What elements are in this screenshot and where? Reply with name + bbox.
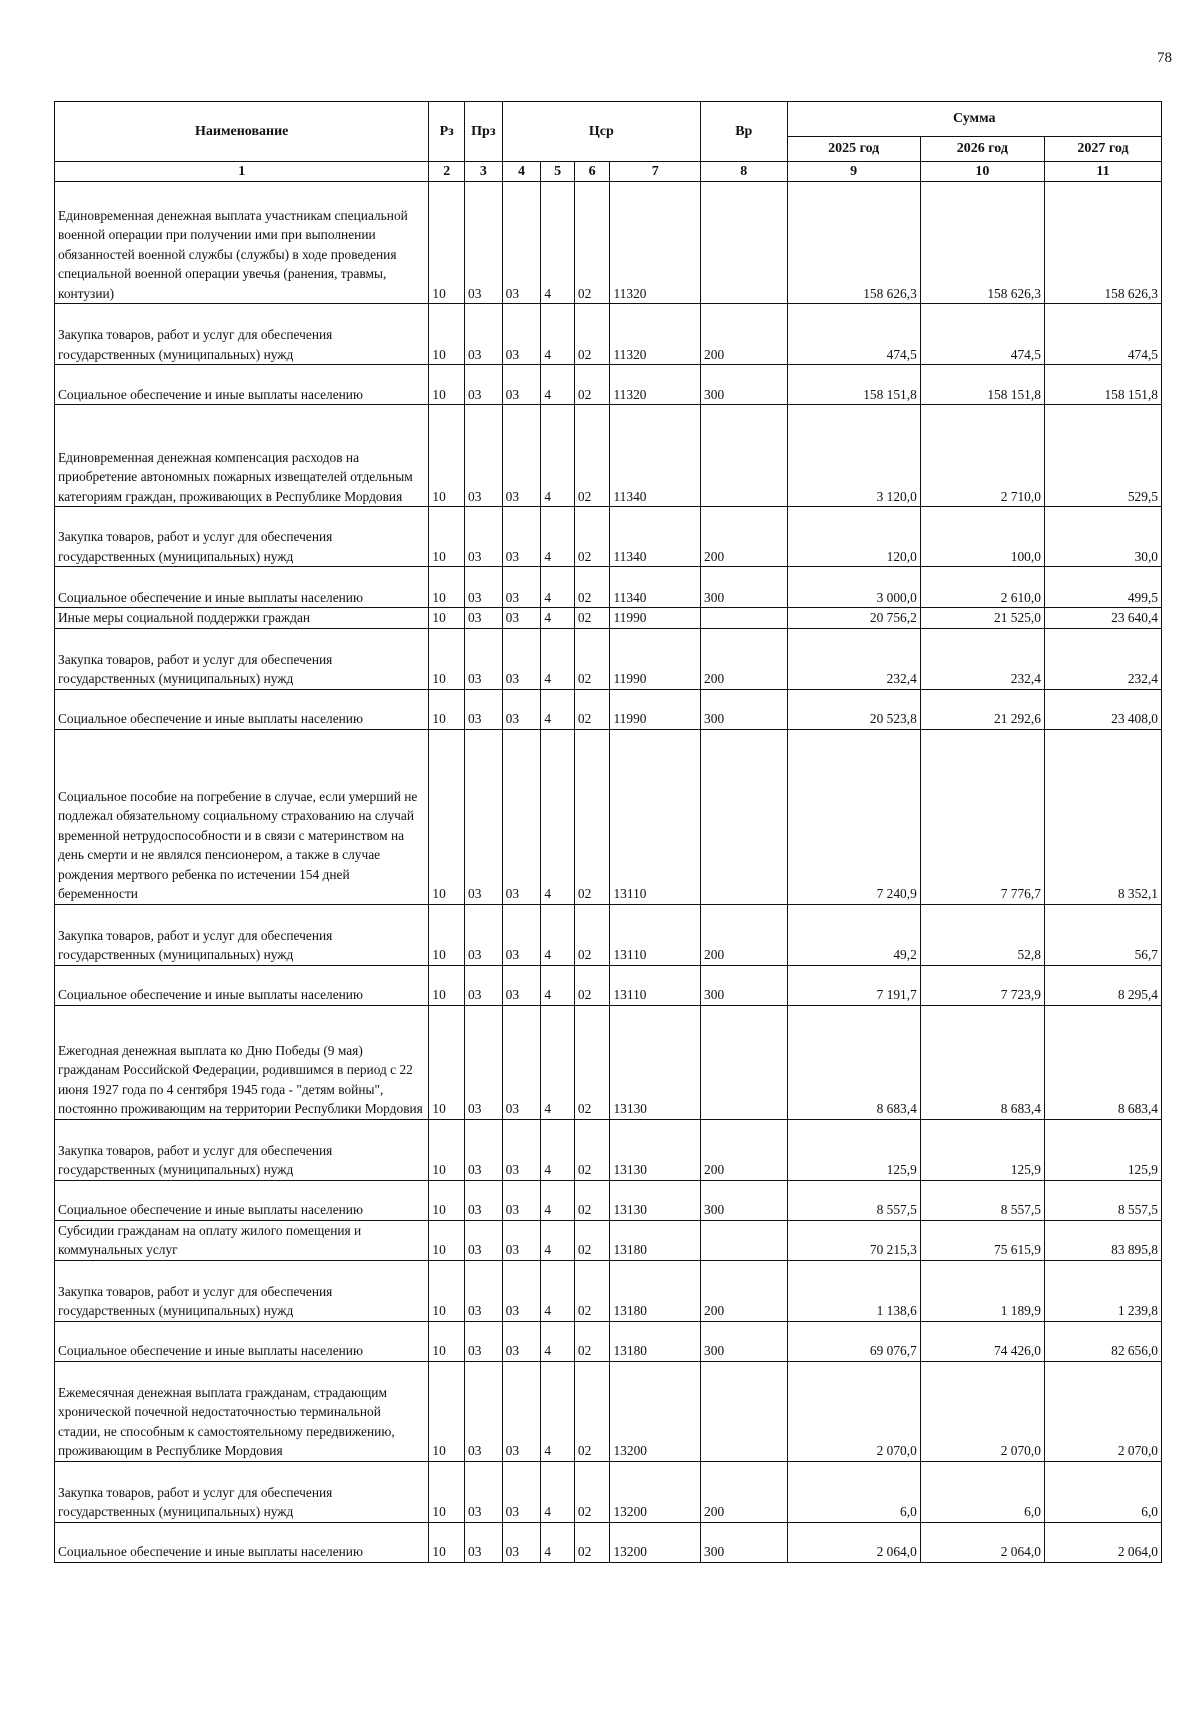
cell-prz: 03 [465,304,503,365]
cell-sum-2026: 7 723,9 [920,965,1044,1005]
table-row [55,1361,1162,1461]
cell-sum-2027: 158 626,3 [1044,182,1161,304]
table-row [55,628,1162,689]
cell-csr-3: 02 [574,1522,610,1562]
cell-prz: 03 [465,729,503,904]
cell-name: Ежемесячная денежная выплата гражданам, страдающим хронической почечной недостаточностью терминальной стадии, не способным к самостоятельному передвижению, проживающим в Республике Мордовия [55,1361,429,1461]
cell-csr-4: 11320 [610,182,701,304]
cell-sum-2026: 6,0 [920,1461,1044,1522]
table-row [55,567,1162,608]
cell-csr-4: 13200 [610,1461,701,1522]
table-row [55,1461,1162,1522]
header-name: Наименование [55,102,429,162]
cell-csr-2: 4 [541,1260,575,1321]
cell-name: Социальное обеспечение и иные выплаты населению [55,1522,429,1562]
table-row [55,1321,1162,1361]
cell-sum-2027: 8 683,4 [1044,1005,1161,1119]
cell-vr: 200 [701,904,787,965]
cell-csr-3: 02 [574,1260,610,1321]
cell-name: Социальное обеспечение и иные выплаты населению [55,689,429,729]
cell-prz: 03 [465,567,503,608]
cell-sum-2027: 30,0 [1044,507,1161,567]
cell-vr: 200 [701,1260,787,1321]
cell-rz: 10 [429,1220,465,1260]
cell-sum-2027: 8 352,1 [1044,729,1161,904]
cell-csr-3: 02 [574,304,610,365]
column-number: 3 [465,162,503,182]
cell-name: Закупка товаров, работ и услуг для обеспечения государственных (муниципальных) нужд [55,904,429,965]
column-number: 11 [1044,162,1161,182]
cell-sum-2026: 75 615,9 [920,1220,1044,1260]
cell-sum-2027: 82 656,0 [1044,1321,1161,1361]
cell-sum-2025: 474,5 [787,304,920,365]
header-prz: Прз [465,102,503,162]
cell-csr-1: 03 [502,1321,541,1361]
column-number: 2 [429,162,465,182]
cell-csr-2: 4 [541,628,575,689]
cell-sum-2026: 21 525,0 [920,608,1044,629]
cell-csr-3: 02 [574,729,610,904]
cell-csr-1: 03 [502,365,541,405]
cell-sum-2025: 20 756,2 [787,608,920,629]
cell-vr: 200 [701,1119,787,1180]
cell-name: Социальное обеспечение и иные выплаты населению [55,965,429,1005]
cell-prz: 03 [465,405,503,507]
cell-sum-2025: 1 138,6 [787,1260,920,1321]
cell-sum-2026: 158 151,8 [920,365,1044,405]
table-row [55,1522,1162,1562]
cell-csr-2: 4 [541,1522,575,1562]
cell-csr-1: 03 [502,628,541,689]
cell-name: Закупка товаров, работ и услуг для обеспечения государственных (муниципальных) нужд [55,304,429,365]
cell-sum-2026: 125,9 [920,1119,1044,1180]
cell-sum-2027: 232,4 [1044,628,1161,689]
cell-sum-2027: 23 640,4 [1044,608,1161,629]
cell-sum-2025: 20 523,8 [787,689,920,729]
table-row [55,689,1162,729]
cell-csr-4: 13110 [610,729,701,904]
cell-vr: 300 [701,365,787,405]
table-row [55,405,1162,507]
cell-prz: 03 [465,1005,503,1119]
cell-sum-2025: 232,4 [787,628,920,689]
cell-sum-2027: 83 895,8 [1044,1220,1161,1260]
cell-sum-2026: 232,4 [920,628,1044,689]
cell-csr-2: 4 [541,365,575,405]
table-row [55,507,1162,567]
cell-rz: 10 [429,1180,465,1220]
cell-sum-2026: 474,5 [920,304,1044,365]
cell-csr-3: 02 [574,1180,610,1220]
table-row [55,1220,1162,1260]
cell-rz: 10 [429,1119,465,1180]
column-number: 8 [701,162,787,182]
cell-csr-3: 02 [574,365,610,405]
cell-sum-2027: 56,7 [1044,904,1161,965]
cell-sum-2027: 499,5 [1044,567,1161,608]
cell-sum-2026: 7 776,7 [920,729,1044,904]
cell-csr-3: 02 [574,1361,610,1461]
cell-sum-2027: 125,9 [1044,1119,1161,1180]
cell-csr-2: 4 [541,567,575,608]
cell-csr-1: 03 [502,507,541,567]
cell-sum-2027: 6,0 [1044,1461,1161,1522]
cell-prz: 03 [465,965,503,1005]
cell-csr-2: 4 [541,1220,575,1260]
cell-rz: 10 [429,304,465,365]
cell-csr-1: 03 [502,904,541,965]
cell-prz: 03 [465,608,503,629]
cell-rz: 10 [429,729,465,904]
cell-name: Закупка товаров, работ и услуг для обеспечения государственных (муниципальных) нужд [55,628,429,689]
cell-sum-2025: 3 000,0 [787,567,920,608]
cell-csr-3: 02 [574,1461,610,1522]
column-number: 7 [610,162,701,182]
cell-sum-2026: 158 626,3 [920,182,1044,304]
cell-sum-2027: 1 239,8 [1044,1260,1161,1321]
cell-vr: 300 [701,567,787,608]
cell-csr-4: 11320 [610,365,701,405]
table-row [55,608,1162,629]
cell-sum-2027: 8 557,5 [1044,1180,1161,1220]
cell-vr [701,1361,787,1461]
cell-prz: 03 [465,1220,503,1260]
cell-csr-1: 03 [502,567,541,608]
cell-csr-3: 02 [574,689,610,729]
cell-csr-2: 4 [541,405,575,507]
table-row [55,1005,1162,1119]
cell-name: Социальное обеспечение и иные выплаты населению [55,567,429,608]
cell-csr-4: 11990 [610,628,701,689]
cell-csr-2: 4 [541,1321,575,1361]
cell-csr-3: 02 [574,1321,610,1361]
column-number: 10 [920,162,1044,182]
cell-sum-2025: 69 076,7 [787,1321,920,1361]
cell-rz: 10 [429,628,465,689]
cell-csr-2: 4 [541,904,575,965]
cell-vr [701,729,787,904]
header-rz: Рз [429,102,465,162]
table-row [55,365,1162,405]
table-row [55,965,1162,1005]
cell-sum-2026: 2 610,0 [920,567,1044,608]
cell-csr-4: 13110 [610,904,701,965]
cell-csr-2: 4 [541,729,575,904]
cell-sum-2027: 529,5 [1044,405,1161,507]
cell-csr-3: 02 [574,1220,610,1260]
cell-sum-2025: 7 240,9 [787,729,920,904]
cell-prz: 03 [465,904,503,965]
cell-csr-4: 11990 [610,608,701,629]
cell-vr: 300 [701,965,787,1005]
cell-prz: 03 [465,1522,503,1562]
cell-csr-1: 03 [502,1220,541,1260]
cell-prz: 03 [465,1361,503,1461]
cell-sum-2025: 158 151,8 [787,365,920,405]
column-numbers-row [55,162,1162,182]
cell-sum-2026: 21 292,6 [920,689,1044,729]
cell-csr-1: 03 [502,1361,541,1461]
cell-prz: 03 [465,365,503,405]
table-row [55,729,1162,904]
cell-csr-4: 13200 [610,1522,701,1562]
cell-vr: 300 [701,1180,787,1220]
cell-csr-2: 4 [541,182,575,304]
cell-sum-2025: 2 064,0 [787,1522,920,1562]
cell-rz: 10 [429,365,465,405]
cell-rz: 10 [429,182,465,304]
cell-rz: 10 [429,567,465,608]
cell-sum-2027: 23 408,0 [1044,689,1161,729]
budget-table [54,101,1162,1563]
cell-sum-2025: 158 626,3 [787,182,920,304]
cell-csr-1: 03 [502,1119,541,1180]
cell-sum-2026: 1 189,9 [920,1260,1044,1321]
cell-sum-2025: 49,2 [787,904,920,965]
cell-sum-2026: 74 426,0 [920,1321,1044,1361]
cell-csr-2: 4 [541,1180,575,1220]
cell-csr-4: 11990 [610,689,701,729]
cell-csr-1: 03 [502,1260,541,1321]
cell-csr-3: 02 [574,405,610,507]
cell-name: Единовременная денежная выплата участникам специальной военной операции при получении ими при выполнении обязанностей военной службы (службы) в ходе проведения специальной военной операции увечья (ранения, травмы, контузии) [55,182,429,304]
cell-csr-2: 4 [541,1461,575,1522]
header-year-2025: 2025 год [787,137,920,162]
cell-rz: 10 [429,507,465,567]
cell-name: Социальное обеспечение и иные выплаты населению [55,1180,429,1220]
cell-name: Закупка товаров, работ и услуг для обеспечения государственных (муниципальных) нужд [55,507,429,567]
cell-csr-3: 02 [574,507,610,567]
cell-vr [701,608,787,629]
cell-sum-2026: 100,0 [920,507,1044,567]
cell-prz: 03 [465,1321,503,1361]
cell-sum-2026: 52,8 [920,904,1044,965]
cell-csr-1: 03 [502,1522,541,1562]
cell-csr-3: 02 [574,182,610,304]
table-row [55,182,1162,304]
header-year-2027: 2027 год [1044,137,1161,162]
cell-sum-2027: 2 064,0 [1044,1522,1161,1562]
cell-sum-2027: 2 070,0 [1044,1361,1161,1461]
table-body [55,182,1162,1563]
cell-csr-2: 4 [541,507,575,567]
header-year-2026: 2026 год [920,137,1044,162]
cell-csr-1: 03 [502,729,541,904]
cell-csr-2: 4 [541,1361,575,1461]
cell-rz: 10 [429,1260,465,1321]
cell-csr-4: 11340 [610,507,701,567]
cell-csr-1: 03 [502,304,541,365]
cell-csr-1: 03 [502,689,541,729]
cell-vr: 300 [701,1321,787,1361]
table-row [55,1119,1162,1180]
cell-name: Закупка товаров, работ и услуг для обеспечения государственных (муниципальных) нужд [55,1119,429,1180]
table-row [55,904,1162,965]
cell-name: Закупка товаров, работ и услуг для обеспечения государственных (муниципальных) нужд [55,1461,429,1522]
cell-name: Социальное обеспечение и иные выплаты населению [55,1321,429,1361]
cell-csr-1: 03 [502,1461,541,1522]
cell-sum-2027: 474,5 [1044,304,1161,365]
cell-prz: 03 [465,182,503,304]
cell-name: Единовременная денежная компенсация расходов на приобретение автономных пожарных извещателей отдельным категориям граждан, проживающих в Республике Мордовия [55,405,429,507]
cell-csr-1: 03 [502,1180,541,1220]
cell-name: Социальное пособие на погребение в случае, если умерший не подлежал обязательному социальному страхованию на случай временной нетрудоспособности и в связи с материнством на день смерти и не являлся пенсионером, а также в случае рождения мертвого ребенка по истечении 154 дней беременности [55,729,429,904]
cell-csr-4: 13130 [610,1180,701,1220]
cell-name: Ежегодная денежная выплата ко Дню Победы (9 мая) гражданам Российской Федерации, родившимся в период с 22 июня 1927 года по 4 сентября 1945 года - "детям войны", постоянно проживающим на территории Республики Мордовия [55,1005,429,1119]
cell-csr-4: 13180 [610,1321,701,1361]
cell-sum-2026: 2 710,0 [920,405,1044,507]
cell-csr-1: 03 [502,405,541,507]
cell-prz: 03 [465,1180,503,1220]
cell-vr: 300 [701,689,787,729]
cell-sum-2027: 8 295,4 [1044,965,1161,1005]
cell-csr-1: 03 [502,182,541,304]
cell-rz: 10 [429,1321,465,1361]
cell-csr-3: 02 [574,567,610,608]
cell-csr-4: 13180 [610,1260,701,1321]
cell-csr-1: 03 [502,1005,541,1119]
cell-sum-2026: 2 070,0 [920,1361,1044,1461]
cell-csr-4: 13180 [610,1220,701,1260]
cell-rz: 10 [429,965,465,1005]
cell-prz: 03 [465,1119,503,1180]
header-csr: Цср [502,102,700,162]
cell-vr [701,1005,787,1119]
cell-vr: 300 [701,1522,787,1562]
column-number: 1 [55,162,429,182]
cell-rz: 10 [429,608,465,629]
cell-sum-2027: 158 151,8 [1044,365,1161,405]
cell-name: Закупка товаров, работ и услуг для обеспечения государственных (муниципальных) нужд [55,1260,429,1321]
cell-csr-4: 11340 [610,405,701,507]
cell-name: Иные меры социальной поддержки граждан [55,608,429,629]
table-header [55,102,1162,182]
cell-vr: 200 [701,628,787,689]
cell-sum-2025: 120,0 [787,507,920,567]
cell-vr: 200 [701,507,787,567]
table-row [55,1180,1162,1220]
cell-csr-1: 03 [502,965,541,1005]
cell-csr-2: 4 [541,304,575,365]
cell-csr-3: 02 [574,904,610,965]
cell-sum-2025: 3 120,0 [787,405,920,507]
table-row [55,304,1162,365]
cell-sum-2025: 2 070,0 [787,1361,920,1461]
cell-prz: 03 [465,689,503,729]
cell-vr [701,405,787,507]
cell-csr-3: 02 [574,1119,610,1180]
cell-vr: 200 [701,304,787,365]
cell-sum-2025: 7 191,7 [787,965,920,1005]
cell-csr-4: 13130 [610,1119,701,1180]
cell-csr-3: 02 [574,608,610,629]
cell-csr-4: 13200 [610,1361,701,1461]
cell-sum-2025: 6,0 [787,1461,920,1522]
cell-csr-3: 02 [574,965,610,1005]
cell-prz: 03 [465,628,503,689]
cell-csr-4: 13130 [610,1005,701,1119]
cell-name: Социальное обеспечение и иные выплаты населению [55,365,429,405]
cell-rz: 10 [429,1005,465,1119]
cell-sum-2025: 125,9 [787,1119,920,1180]
cell-sum-2025: 8 557,5 [787,1180,920,1220]
cell-rz: 10 [429,1361,465,1461]
cell-rz: 10 [429,1522,465,1562]
cell-csr-4: 11340 [610,567,701,608]
cell-csr-1: 03 [502,608,541,629]
cell-sum-2026: 8 557,5 [920,1180,1044,1220]
cell-sum-2026: 2 064,0 [920,1522,1044,1562]
column-number: 6 [574,162,610,182]
cell-csr-3: 02 [574,628,610,689]
cell-vr [701,182,787,304]
cell-csr-2: 4 [541,965,575,1005]
cell-csr-3: 02 [574,1005,610,1119]
cell-csr-4: 13110 [610,965,701,1005]
cell-csr-2: 4 [541,608,575,629]
column-number: 4 [502,162,541,182]
cell-prz: 03 [465,1461,503,1522]
cell-sum-2025: 8 683,4 [787,1005,920,1119]
header-sum: Сумма [787,102,1161,137]
cell-csr-4: 11320 [610,304,701,365]
cell-csr-2: 4 [541,1119,575,1180]
cell-rz: 10 [429,689,465,729]
column-number: 9 [787,162,920,182]
table-row [55,1260,1162,1321]
cell-prz: 03 [465,507,503,567]
cell-rz: 10 [429,405,465,507]
cell-csr-2: 4 [541,689,575,729]
cell-vr [701,1220,787,1260]
cell-vr: 200 [701,1461,787,1522]
cell-prz: 03 [465,1260,503,1321]
header-vr: Вр [701,102,787,162]
cell-name: Субсидии гражданам на оплату жилого помещения и коммунальных услуг [55,1220,429,1260]
cell-rz: 10 [429,1461,465,1522]
column-number: 5 [541,162,575,182]
cell-rz: 10 [429,904,465,965]
page-number: 78 [1157,50,1172,66]
cell-sum-2026: 8 683,4 [920,1005,1044,1119]
cell-sum-2025: 70 215,3 [787,1220,920,1260]
cell-csr-2: 4 [541,1005,575,1119]
